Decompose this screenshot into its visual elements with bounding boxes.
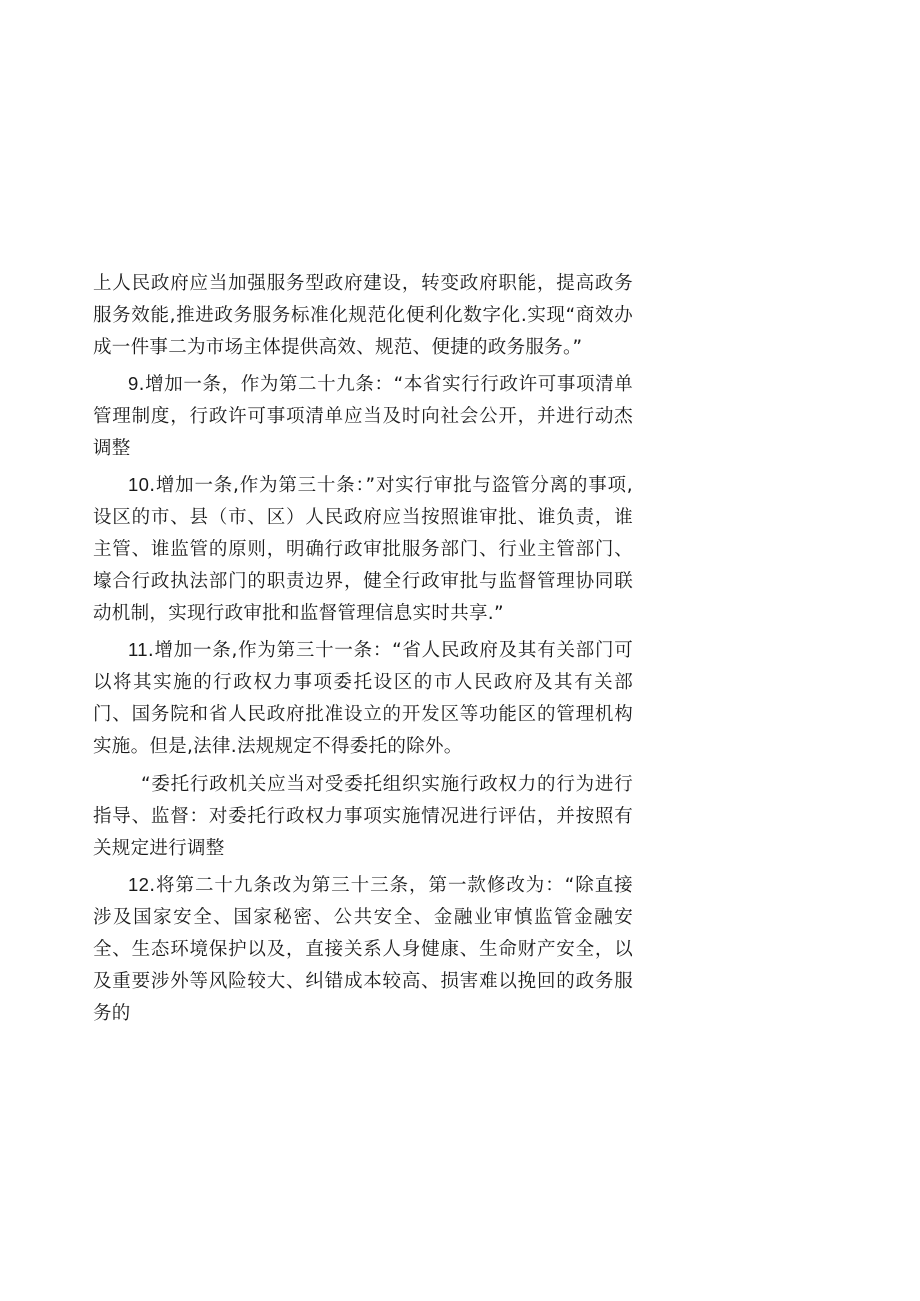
paragraph-item-11: [93, 634, 633, 763]
paragraph-text: .将第二十九条改为第三十三条，第一款修改为：“除直接涉及国家安全、国家秘密、公共安全、金融业审慎监管金融安全、生态环境保护以及，直接关系人身健康、生命财产安全，以及重要涉外等风险较大、纠错成本较高、损害难以挽回的政务服务的: [93, 875, 633, 1024]
paragraph-text: .增加一条，作为第二十九条：“本省实行行政许可事项清单管理制度，行政许可事项清单应当及时向社会公开，并进行动杰调整: [93, 374, 633, 459]
paragraph-text: .增加一条,作为第三十条：”对实行审批与盗管分离的事项,设区的市、县（市、区）人民政府应当按照谁审批、谁负责，谁主管、谁监管的原则，明确行政审批服务部门、行业主管部门、壕合行政执法部门的职责边界，健全行政审批与监督管理协同联动机制，实现行政审批和监督管理信息实时共享.”: [93, 475, 633, 624]
paragraph-item-12: [93, 869, 633, 1030]
paragraph-item-10: [93, 469, 633, 630]
item-number: 11: [128, 639, 148, 660]
paragraph-text: .增加一条,作为第三十一条：“省人民政府及其有关部门可以将其实施的行政权力事项委托设区的市人民政府及其有关部门、国务院和省人民政府批准设立的开发区等功能区的管理机构实施。但是,法律.法规规定不得委托的除外。: [93, 640, 633, 757]
item-number: 10: [128, 474, 150, 495]
document-body: [93, 268, 633, 1034]
paragraph-item-9: [93, 368, 633, 465]
item-number: 12: [128, 874, 150, 895]
paragraph-item-11-continuation: “委托行政机关应当对受委托组织实施行政权力的行为进行指导、监督：对委托行政权力事项实施情况进行评估，并按照有关规定进行调整: [93, 774, 633, 859]
paragraph-continuation: 上人民政府应当加强服务型政府建设，转变政府职能，提高政务服务效能,推进政务服务标准化规范化便利化数字化.实现“商效办成一件事二为市场主体提供高效、规范、便捷的政务服务。”: [93, 273, 633, 358]
item-number: 9: [128, 373, 139, 394]
